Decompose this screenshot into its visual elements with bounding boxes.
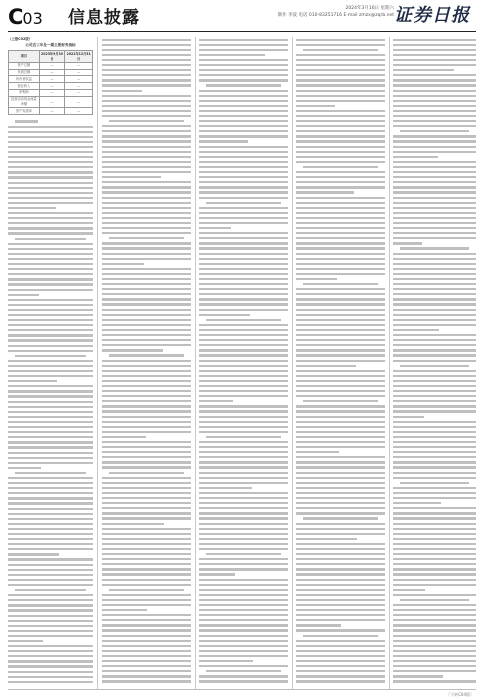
header-rule: [8, 31, 476, 32]
table-cell: —: [39, 76, 65, 83]
financial-table-title: 公司近三年及一期主要财务指标: [25, 43, 76, 48]
column-4-body: [296, 37, 385, 684]
table-cell: —: [65, 96, 93, 107]
newspaper-logo: 证券日报: [394, 5, 470, 26]
table-cell: —: [39, 108, 65, 115]
table-header-cell: 2023年9月30日: [41, 51, 63, 61]
column-2: [102, 37, 191, 689]
column-1: [8, 37, 93, 689]
column-divider: [292, 37, 293, 689]
table-cell: 营业收入: [9, 83, 40, 90]
header-info: [278, 5, 394, 19]
article-columns: [8, 37, 476, 689]
column-3: [199, 37, 288, 689]
financial-table: [8, 50, 93, 114]
table-cell: 经营活动现金流量净额: [9, 96, 40, 107]
table-header-cell: 项目: [9, 51, 40, 62]
table-cell: —: [65, 89, 93, 96]
column-4: [296, 37, 385, 689]
table-cell: —: [39, 83, 65, 90]
column-divider: [389, 37, 390, 689]
table-cell: 净利润: [9, 89, 40, 96]
column-divider: [195, 37, 196, 689]
column-5-body: [393, 37, 476, 684]
page-letter: C: [8, 5, 23, 29]
table-row: [9, 89, 93, 96]
table-row: [9, 96, 93, 107]
table-cell: —: [39, 69, 65, 76]
header-date: 2024年3月16日 星期六: [345, 6, 394, 11]
table-header-row: [9, 51, 93, 62]
table-cell: —: [65, 69, 93, 76]
table-cell: —: [65, 62, 93, 69]
page-number-digits: 03: [22, 9, 43, 28]
footer-rule: [8, 689, 476, 690]
table-cell: 资产总额: [9, 62, 40, 69]
column-1-body: [8, 119, 93, 684]
column-divider: [97, 37, 98, 689]
column-2-body: [102, 37, 191, 684]
table-row: [9, 76, 93, 83]
table-row: [9, 62, 93, 69]
column-3-body: [199, 37, 288, 684]
table-cell: —: [39, 89, 65, 96]
table-row: [9, 69, 93, 76]
continued-footer: （下转C04版）: [446, 692, 474, 697]
column-5: [393, 37, 476, 689]
table-cell: 资产负债率: [9, 108, 40, 115]
table-cell: —: [39, 62, 65, 69]
table-row: [9, 108, 93, 115]
header-contact: 制作 李波 电话 010-83251716 E-mail zmzx@zqrb.net: [277, 13, 394, 18]
table-cell: 所有者权益: [9, 76, 40, 83]
table-cell: —: [39, 96, 65, 107]
table-cell: —: [65, 76, 93, 83]
table-cell: —: [65, 108, 93, 115]
page-number: [8, 5, 43, 31]
masthead: [0, 0, 484, 34]
continued-heading: （上接C02版）: [8, 37, 33, 41]
table-row: [9, 83, 93, 90]
table-cell: 负债总额: [9, 69, 40, 76]
section-title: 信息披露: [68, 8, 140, 28]
table-header-cell: 2022年12月31日: [66, 51, 91, 61]
table-cell: —: [65, 83, 93, 90]
